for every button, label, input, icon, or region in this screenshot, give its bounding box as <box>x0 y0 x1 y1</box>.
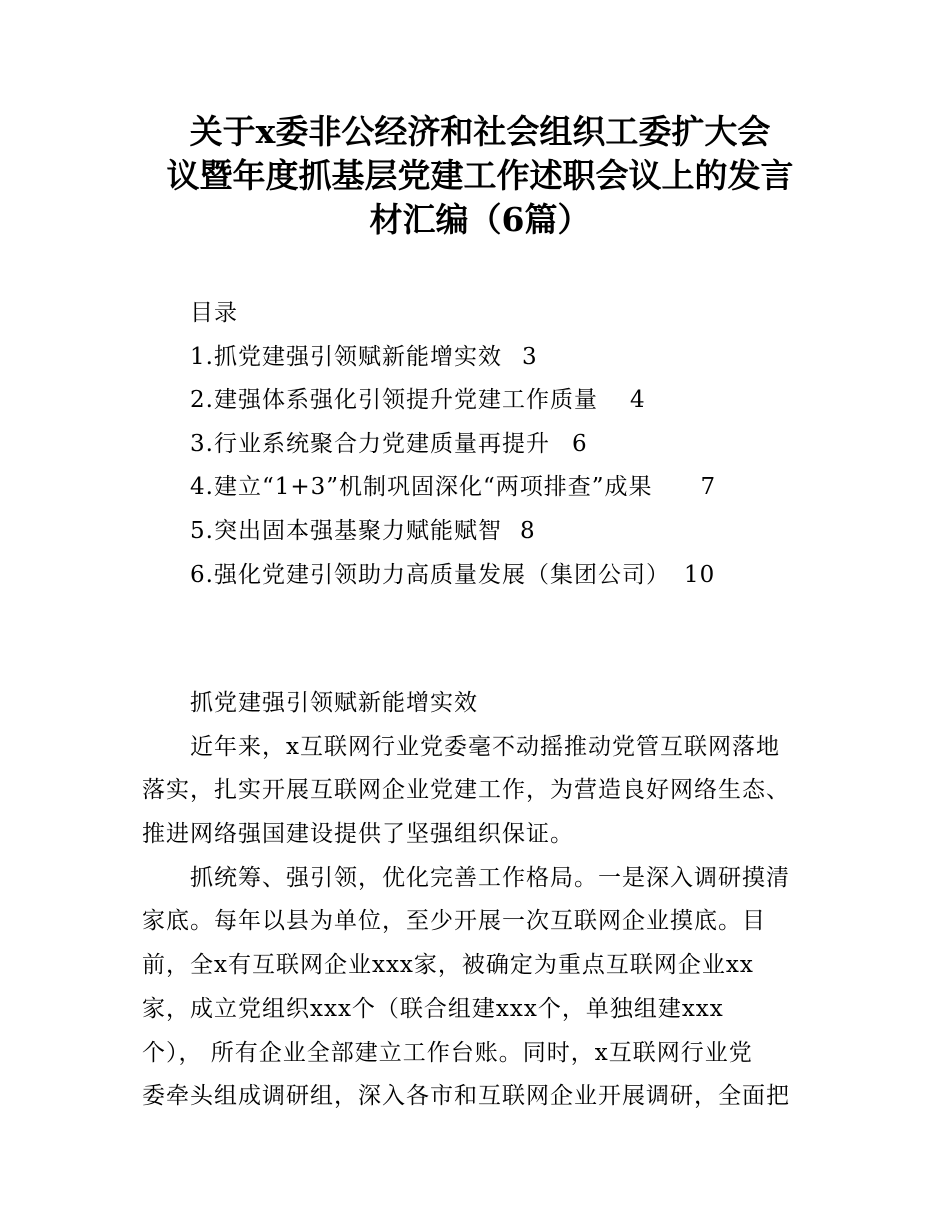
toc-item-page: 6 <box>571 430 588 457</box>
paragraph-line: 委牵头组成调研组，深入各市和互联网企业开展调研，全面把 <box>142 1083 790 1110</box>
toc-item[interactable] <box>190 510 830 554</box>
toc-heading: 目录 <box>190 300 238 326</box>
article-heading: 抓党建强引领赋新能增实效 <box>190 690 478 716</box>
title-line-3: 材汇编（6篇） <box>369 200 591 239</box>
toc-item-page: 3 <box>521 343 538 370</box>
paragraph-line: 家底。每年以县为单位，至少开展一次互联网企业摸底。目 <box>142 908 766 935</box>
toc-item[interactable] <box>190 379 830 423</box>
toc-item[interactable] <box>190 466 830 510</box>
title-line-1: 关于x委非公经济和社会组织工委扩大会 <box>189 112 771 151</box>
paragraph-line: 落实，扎实开展互联网企业党建工作，为营造良好网络生态、 <box>142 777 790 804</box>
toc-item-page: 10 <box>683 561 716 588</box>
article-body <box>142 682 814 1119</box>
toc-item-page: 4 <box>629 387 646 414</box>
paragraph-line: 前，全x有互联网企业xxx家，被确定为重点互联网企业xx <box>142 952 754 979</box>
toc-item-label: 1.抓党建强引领赋新能增实效 <box>190 343 502 370</box>
title-line-2: 议暨年度抓基层党建工作述职会议上的发言 <box>166 156 794 195</box>
toc-item[interactable] <box>190 423 830 467</box>
toc-item-page: 8 <box>519 517 536 544</box>
document-title <box>150 110 810 242</box>
paragraph-line: 抓统筹、强引领，优化完善工作格局。一是深入调研摸清 <box>190 864 790 891</box>
paragraph-line: 推进网络强国建设提供了坚强组织保证。 <box>142 821 574 848</box>
toc-item-label: 3.行业系统聚合力党建质量再提升 <box>190 430 550 457</box>
toc-item-label: 5.突出固本强基聚力赋能赋智 <box>190 517 502 544</box>
paragraph-line: 近年来，x互联网行业党委毫不动摇推动党管互联网落地 <box>190 733 780 760</box>
toc-item-label: 6.强化党建引领助力高质量发展（集团公司） <box>190 561 670 588</box>
toc-item[interactable] <box>190 336 830 380</box>
paragraph-line: 家，成立党组织xxx个（联合组建xxx个，单独组建xxx <box>142 995 724 1022</box>
toc-item-page: 7 <box>700 474 717 501</box>
toc-item[interactable] <box>190 554 830 598</box>
paragraph-line: 个）， 所有企业全部建立工作台账。同时，x互联网行业党 <box>142 1039 753 1066</box>
toc-item-label: 2.建强体系强化引领提升党建工作质量 <box>190 387 598 414</box>
table-of-contents <box>190 292 830 597</box>
toc-item-label: 4.建立“1+3”机制巩固深化“两项排查”成果 <box>190 474 653 501</box>
